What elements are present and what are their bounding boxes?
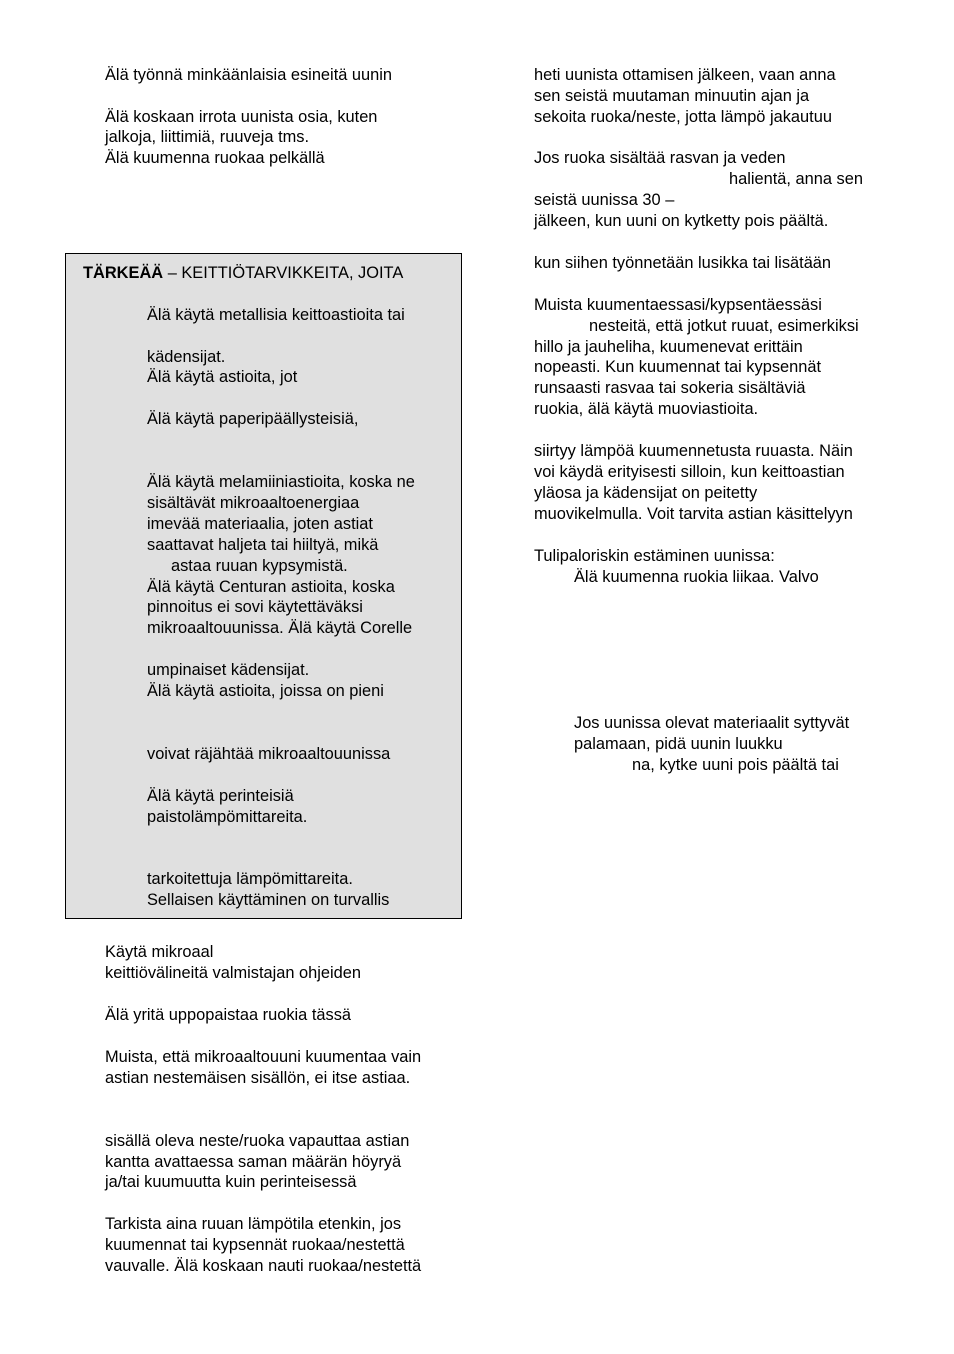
text-line: sekoita ruoka/neste, jotta lämpö jakautuu — [534, 108, 832, 126]
text-line: Tarkista aina ruuan lämpötila etenkin, jos — [105, 1215, 402, 1233]
box-line: mikroaaltouunissa. Älä käytä Corelle — [147, 619, 413, 637]
box-line: Älä käytä melamiiniastioita, koska ne — [147, 473, 415, 491]
text-line: Muista kuumentaessasi/kypsentäessäsi — [534, 296, 822, 314]
text-line: palamaan, pidä uunin luukku — [574, 735, 783, 753]
box-line: umpinaiset kädensijat. — [147, 661, 310, 679]
box-line: Älä käytä metallisia keittoastioita tai — [147, 306, 405, 324]
text-line: yläosa ja kädensijat on peitetty — [534, 484, 758, 502]
text-line: Tulipaloriskin estäminen uunissa: — [534, 547, 775, 565]
text-line: Älä yritä uppopaistaa ruokia tässä — [105, 1006, 352, 1024]
box-line: paistolämpömittareita. — [147, 808, 308, 826]
text-line: heti uunista ottamisen jälkeen, vaan anna — [534, 66, 836, 84]
text-line: nopeasti. Kun kuumennat tai kypsennät — [534, 358, 822, 376]
box-line: Sellaisen käyttäminen on turvallis — [147, 891, 390, 909]
text-line: ruokia, älä käytä muoviastioita. — [534, 400, 759, 418]
text-line: Älä työnnä minkäänlaisia esineitä uunin — [105, 66, 393, 84]
text-line: jalkoja, liittimiä, ruuveja tms. — [105, 128, 310, 146]
box-line: Älä käytä Centuran astioita, koska — [147, 578, 395, 596]
text-line: Jos uunissa olevat materiaalit syttyvät — [574, 714, 850, 732]
text-line: astian nestemäisen sisällön, ei itse astiaa. — [105, 1069, 411, 1087]
text-line: hillo ja jauheliha, kuumenevat erittäin — [534, 338, 803, 356]
text-line: Älä kuumenna ruokaa pelkällä — [105, 149, 325, 167]
box-line: Älä käytä perinteisiä — [147, 787, 294, 805]
box-line: Älä käytä paperipäällysteisiä, — [147, 410, 359, 428]
box-line: Älä käytä astioita, joissa on pieni — [147, 682, 384, 700]
box-line: tarkoitettuja lämpömittareita. — [147, 870, 353, 888]
box-line: saattavat haljeta tai hiiltyä, mikä — [147, 536, 379, 554]
text-line: voi käydä erityisesti silloin, kun keittoastian — [534, 463, 845, 481]
text-line: sisällä oleva neste/ruoka vapauttaa astian — [105, 1132, 410, 1150]
text-line: Käytä mikroaal — [105, 943, 214, 961]
text-line: vauvalle. Älä koskaan nauti ruokaa/nestettä — [105, 1257, 422, 1275]
box-line: Älä käytä astioita, jot — [147, 368, 298, 386]
box-heading — [83, 263, 403, 283]
text-line: Älä kuumenna ruokia liikaa. Valvo — [574, 568, 819, 586]
text-line: kantta avattaessa saman määrän höyryä — [105, 1153, 402, 1171]
text-line: seistä uunissa 30 – — [534, 191, 675, 209]
text-line: sen seistä muutaman minuutin ajan ja — [534, 87, 810, 105]
box-heading-bold: TÄRKEÄÄ — [83, 264, 164, 282]
important-notice-box — [65, 253, 462, 919]
text-line: kuumennat tai kypsennät ruokaa/nestettä — [105, 1236, 405, 1254]
text-line: kun siihen työnnetään lusikka tai lisätään — [534, 254, 832, 272]
box-line: kädensijat. — [147, 348, 226, 366]
text-line: Jos ruoka sisältää rasvan ja veden — [534, 149, 786, 167]
text-line: keittiövälineitä valmistajan ohjeiden — [105, 964, 362, 982]
text-line: jälkeen, kun uuni on kytketty pois päältä. — [534, 212, 829, 230]
box-line: astaa ruuan kypsymistä. — [171, 557, 348, 575]
text-line: Älä koskaan irrota uunista osia, kuten — [105, 108, 378, 126]
text-line: nesteitä, että jotkut ruuat, esimerkiksi — [589, 317, 859, 335]
text-line: siirtyy lämpöä kuumennetusta ruuasta. Näin — [534, 442, 853, 460]
text-line: na, kytke uuni pois päältä tai — [632, 756, 839, 774]
text-line: muovikelmulla. Voit tarvita astian käsittelyyn — [534, 505, 853, 523]
box-line: pinnoitus ei sovi käytettäväksi — [147, 598, 363, 616]
text-line: runsaasti rasvaa tai sokeria sisältäviä — [534, 379, 806, 397]
box-heading-rest: – KEITTIÖTARVIKKEITA, JOITA — [163, 264, 404, 282]
box-line: voivat räjähtää mikroaaltouunissa — [147, 745, 391, 763]
text-line: halientä, anna sen — [729, 170, 863, 188]
box-line: sisältävät mikroaaltoenergiaa — [147, 494, 360, 512]
text-line: ja/tai kuumuutta kuin perinteisessä — [105, 1173, 357, 1191]
box-line: imevää materiaalia, joten astiat — [147, 515, 373, 533]
text-line: Muista, että mikroaaltouuni kuumentaa vain — [105, 1048, 422, 1066]
